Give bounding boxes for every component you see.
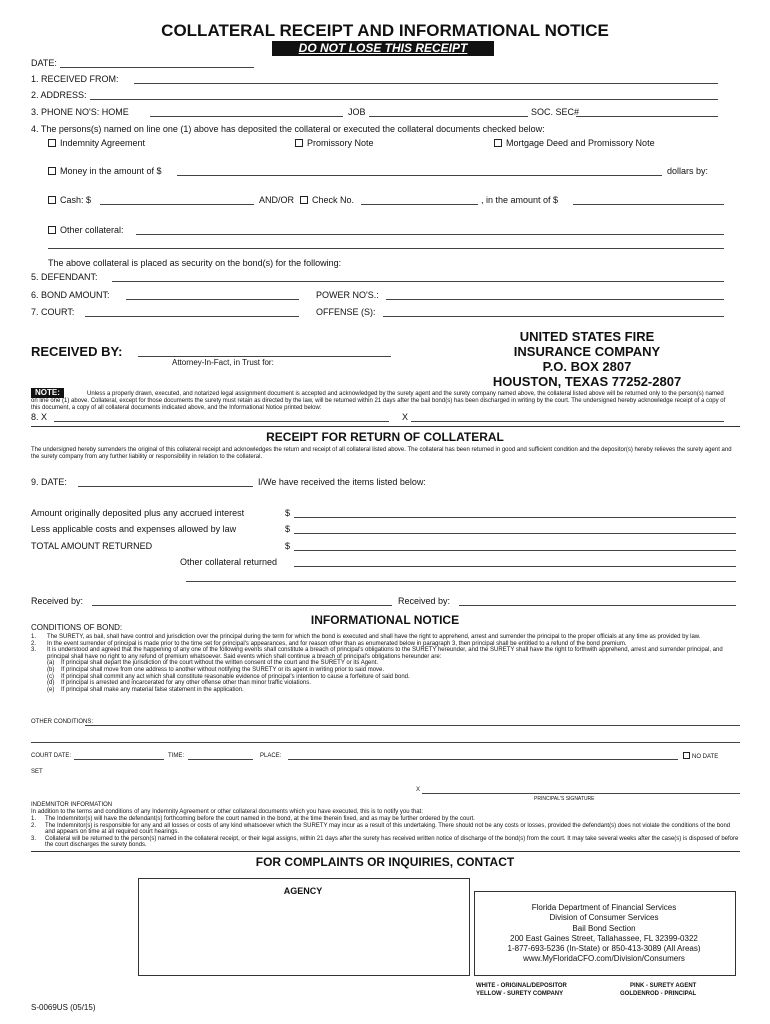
info-notice-title: INFORMATIONAL NOTICE (310, 613, 460, 627)
other-conditions-label: OTHER CONDITIONS: (31, 719, 94, 725)
job-field[interactable] (369, 116, 528, 117)
list-item-number: (e) (47, 686, 55, 693)
conditions-list (31, 634, 740, 693)
checkbox-icon (48, 196, 56, 204)
defendant-field[interactable] (112, 281, 724, 282)
list-item (31, 816, 740, 823)
list-item (31, 634, 740, 641)
checkbox-icon (494, 139, 502, 147)
power-nos-field[interactable] (386, 299, 724, 300)
dollar-sign-2: $ (285, 524, 291, 534)
do-not-lose-banner: DO NOT LOSE THIS RECEIPT (272, 41, 494, 56)
money-checkbox[interactable] (48, 166, 162, 176)
list-item-text: Collateral will be returned to the person(s) named in the collateral receipt, or their legal assigns, within 21 days after the surety has received written notice of discharge of the bond(s) from the court. It may take several weeks after the case(s) is disposed of before the court discharges the surety bonds. (45, 835, 739, 849)
fl-dfs-line: 1-877-693-5236 (In-State) or 850-413-3089 (All Areas) (507, 944, 701, 954)
amount-deposited-label: Amount originally deposited plus any accrued interest (31, 508, 245, 518)
date-label: DATE: (31, 58, 57, 68)
company-city: HOUSTON, TEXAS 77252-2807 (492, 374, 682, 389)
line8-signature-1[interactable] (54, 421, 389, 422)
mortgage-checkbox[interactable] (494, 138, 655, 148)
list-item-text: The Indemnitor(s) will have the defendant(s) forthcoming before the court named in the bond, at the time therein fixed, and as may be further ordered by the court. (45, 816, 475, 822)
address-field[interactable] (90, 99, 718, 100)
total-returned-field[interactable] (294, 550, 736, 551)
check-no-field[interactable] (361, 204, 478, 205)
time-field[interactable] (188, 759, 253, 760)
list-item (31, 823, 740, 836)
line8-x-label: 8. X (31, 412, 48, 422)
principal-x-label: X (416, 787, 421, 793)
note-badge: NOTE: (31, 388, 64, 398)
check-amount-field[interactable] (573, 204, 724, 205)
check-checkbox[interactable] (300, 195, 354, 205)
checkbox-icon (683, 752, 690, 759)
cash-label: Cash: $ (60, 195, 92, 205)
other-conditions-field[interactable] (85, 725, 740, 726)
copies-right-2: GOLDENROD - PRINCIPAL (620, 991, 697, 997)
money-field[interactable] (177, 175, 662, 176)
defendant-label: 5. DEFENDANT: (31, 272, 98, 282)
court-date-field[interactable] (74, 759, 164, 760)
list-item (47, 674, 740, 681)
received-items-label: I/We have received the items listed below: (258, 477, 426, 487)
dollar-sign-3: $ (285, 541, 291, 551)
agency-label: AGENCY (283, 886, 323, 896)
return-title: RECEIPT FOR RETURN OF COLLATERAL (266, 430, 504, 444)
list-item (31, 641, 740, 648)
bond-amount-field[interactable] (126, 299, 299, 300)
list-item-number: (b) (47, 666, 55, 673)
indemnity-label: Indemnity Agreement (60, 138, 146, 148)
other-collateral-label: Other collateral: (60, 225, 124, 235)
note-text: Unless a properly drawn, executed, and notarized legal assignment document is accepted and acknowledged by the surety agent and the surety company named above, the collateral listed above will be returned only to the person(s) named on line one (1) above. Collateral, except for those documents the surety must retain as directed by the law, will be returned within 21 days after the bail bond(s) has been discharged in writing by the court. The undersigned hereby acknowledge receipt of a copy of this document, a copy of all collateral documents indicated above, and the Informational Notice printed below: (31, 391, 726, 411)
list-item-number: (d) (47, 680, 55, 687)
date-field[interactable] (60, 67, 254, 68)
list-item-text: It is understood and agreed that the happening of any one of the following events shall constitute a breach of principal's obligations to the SURETY hereunder, and the SURETY shall have the right to forthwith apprehend, arrest and surrender principal, and principal shall have no right to any refund of premium whatsoever. Said events which shall continue a breach of principal's obligations hereunder are: (47, 647, 723, 660)
cash-checkbox[interactable] (48, 195, 91, 205)
principal-signature-field[interactable] (422, 793, 740, 794)
court-field[interactable] (85, 316, 299, 317)
checkbox-icon (295, 139, 303, 147)
list-item-number: 1. (31, 816, 37, 822)
copies-left-2: YELLOW - SURETY COMPANY (476, 991, 564, 997)
offense-field[interactable] (383, 316, 724, 317)
other-returned-field-2[interactable] (186, 581, 736, 582)
checkbox-icon (48, 167, 56, 175)
list-item (31, 647, 740, 660)
company-po-box: P.O. BOX 2807 (542, 359, 632, 374)
copies-left-1: WHITE - ORIGINAL/DEPOSITOR (476, 983, 567, 989)
fl-dfs-line: Florida Department of Financial Services (531, 903, 677, 912)
no-date-label: NO DATE (692, 754, 719, 761)
job-label: JOB (348, 107, 366, 117)
other-conditions-field-2[interactable] (31, 742, 740, 743)
list-item-number: 2. (31, 822, 37, 829)
andor-label: AND/OR (259, 195, 295, 205)
place-label: PLACE: (260, 753, 282, 759)
list-item-text: If principal shall depart the jurisdiction of the court without the written consent of the court and the SURETY or its Agent. (61, 660, 379, 667)
phone-home-field[interactable] (150, 116, 343, 117)
company-name-1: UNITED STATES FIRE (519, 329, 655, 344)
form-title: COLLATERAL RECEIPT AND INFORMATIONAL NOTICE (161, 21, 609, 40)
list-item-text: If principal shall commit any act which shall constitute reasonable evidence of principal's intention to cause a forfeiture of said bond. (61, 673, 410, 680)
list-item (31, 836, 740, 849)
other-returned-field[interactable] (294, 566, 736, 567)
received-by-label: RECEIVED BY: (31, 344, 123, 359)
fl-dfs-lines (474, 903, 734, 965)
list-item (47, 687, 740, 694)
less-costs-label: Less applicable costs and expenses allowed by law (31, 524, 237, 534)
offense-label: OFFENSE (S): (316, 307, 376, 317)
list-item-text: The Indemnitor(s) is responsible for any and all losses or costs of any kind whatsoever which the SURETY may incur as a result of this undertaking. There should not be any costs or losses, provided the defendant(s) does not violate the conditions of the bond and appears on time at all required court hearings. (45, 822, 731, 836)
copies-right-1: PINK - SURETY AGENT (630, 983, 697, 989)
indemnitor-list (31, 816, 740, 849)
list-item (47, 660, 740, 667)
mortgage-label: Mortgage Deed and Promissory Note (506, 138, 655, 148)
list-item (47, 667, 740, 674)
received-by-signature[interactable] (138, 356, 391, 357)
line4-text: 4. The persons(s) named on line one (1) above has deposited the collateral or executed the collateral documents checked below: (31, 124, 545, 134)
phone-label: 3. PHONE NO'S: HOME (31, 107, 129, 117)
fl-dfs-line: Bail Bond Section (572, 923, 636, 933)
bond-amount-label: 6. BOND AMOUNT: (31, 290, 110, 300)
checkbox-icon (48, 226, 56, 234)
indemnitor-intro: In addition to the terms and conditions of any Indemnity Agreement or other collateral documents which you have executed, this is to notify you that: (31, 809, 423, 815)
line8-x2-label: X (402, 412, 409, 422)
set-label: SET (31, 769, 43, 775)
fl-dfs-line: 200 East Gaines Street, Tallahassee, FL 32399-0322 (510, 933, 698, 943)
principal-signature-label: PRINCIPAL'S SIGNATURE (534, 796, 595, 802)
list-item-number: 3. (31, 647, 37, 654)
court-label: 7. COURT: (31, 307, 75, 317)
list-item-number: 3. (31, 835, 37, 842)
check-label: Check No. (312, 195, 355, 205)
list-item-number: (c) (47, 673, 54, 680)
received-by-2-label: Received by: (398, 596, 451, 606)
list-item-text: If principal is arrested and incarcerated for any other offense other than minor traffic violations. (61, 680, 311, 687)
list-item-number: (a) (47, 660, 55, 667)
amount-deposited-field[interactable] (294, 517, 736, 518)
total-returned-label: TOTAL AMOUNT RETURNED (31, 541, 153, 551)
received-from-field[interactable] (134, 83, 718, 84)
checkbox-icon (300, 196, 308, 204)
cash-field[interactable] (100, 204, 254, 205)
conditions-label: CONDITIONS OF BOND: (31, 623, 123, 632)
power-nos-label: POWER NO'S.: (316, 290, 379, 300)
placed-security-text: The above collateral is placed as security on the bond(s) for the following: (48, 258, 342, 268)
list-item-text: In the event surrender of principal is made prior to the time set for principal's appearances, and for reason other than as enumerated below in paragraph 3, then principal shall be entitled to a refund of the bond premium. (47, 640, 627, 647)
soc-sec-field[interactable] (576, 116, 718, 117)
soc-sec-label: SOC. SEC# (531, 107, 580, 117)
complaints-title: FOR COMPLAINTS OR INQUIRIES, CONTACT (255, 855, 515, 869)
no-date-checkbox[interactable] (683, 753, 718, 761)
complaints-rule (31, 851, 740, 852)
date9-field[interactable] (78, 486, 253, 487)
dollars-by-label: dollars by: (667, 166, 709, 176)
other-returned-label: Other collateral returned (180, 557, 278, 567)
company-name-2: INSURANCE COMPANY (513, 344, 661, 359)
court-date-label: COURT DATE: (31, 753, 72, 759)
other-collateral-field-2[interactable] (48, 248, 724, 249)
address-label: 2. ADDRESS: (31, 90, 87, 100)
received-from-label: 1. RECEIVED FROM: (31, 74, 119, 84)
fl-dfs-line: Division of Consumer Services (549, 913, 659, 923)
list-item-text: If principal shall make any material false statement in the application. (61, 686, 244, 693)
date9-label: 9. DATE: (31, 477, 67, 487)
promissory-label: Promissory Note (307, 138, 374, 148)
dollar-sign-1: $ (285, 508, 291, 518)
fl-dfs-line: www.MyFloridaCFO.com/Division/Consumers (523, 954, 685, 964)
list-item-text: The SURETY, as bail, shall have control and jurisdiction over the principal during the term for which the bond is executed and shall have the right to apprehend, arrest and surrender the principal to the proper officials at any time as provided by law. (47, 634, 701, 640)
promissory-checkbox[interactable] (295, 138, 374, 148)
less-costs-field[interactable] (294, 533, 736, 534)
received-by-2-field[interactable] (459, 605, 736, 606)
checkbox-icon (48, 139, 56, 147)
place-field[interactable] (288, 759, 678, 760)
line8-signature-2[interactable] (411, 421, 724, 422)
indemnitor-title: INDEMNITOR INFORMATION (31, 802, 113, 808)
indemnity-checkbox[interactable] (48, 138, 145, 148)
return-text: The undersigned hereby surrenders the original of this collateral receipt and acknowledges the return and receipt of all collateral listed above. The collateral has been returned in good and sufficient condition and the depositor(s) hereby relieves the surety agent and the surety company from any further liability or responsibility in relation to the collateral. (31, 447, 732, 460)
list-item-number: 2. (31, 640, 37, 647)
attorney-in-fact-label: Attorney-In-Fact, in Trust for: (172, 358, 274, 367)
sub-conditions (31, 660, 740, 693)
time-label: TIME: (168, 753, 184, 759)
other-collateral-checkbox[interactable] (48, 225, 124, 235)
other-collateral-field[interactable] (136, 234, 724, 235)
list-item-text: If principal shall move from one address to another without notifying the SURETY or its agent in writing prior to said move. (61, 666, 385, 673)
return-rule (31, 426, 740, 427)
form-number: S-0069US (05/15) (31, 1003, 96, 1012)
list-item-number: 1. (31, 634, 37, 640)
money-label: Money in the amount of $ (60, 166, 162, 176)
received-by-1-label: Received by: (31, 596, 84, 606)
in-amount-label: , in the amount of $ (481, 195, 559, 205)
received-by-1-field[interactable] (92, 605, 392, 606)
list-item (47, 680, 740, 687)
